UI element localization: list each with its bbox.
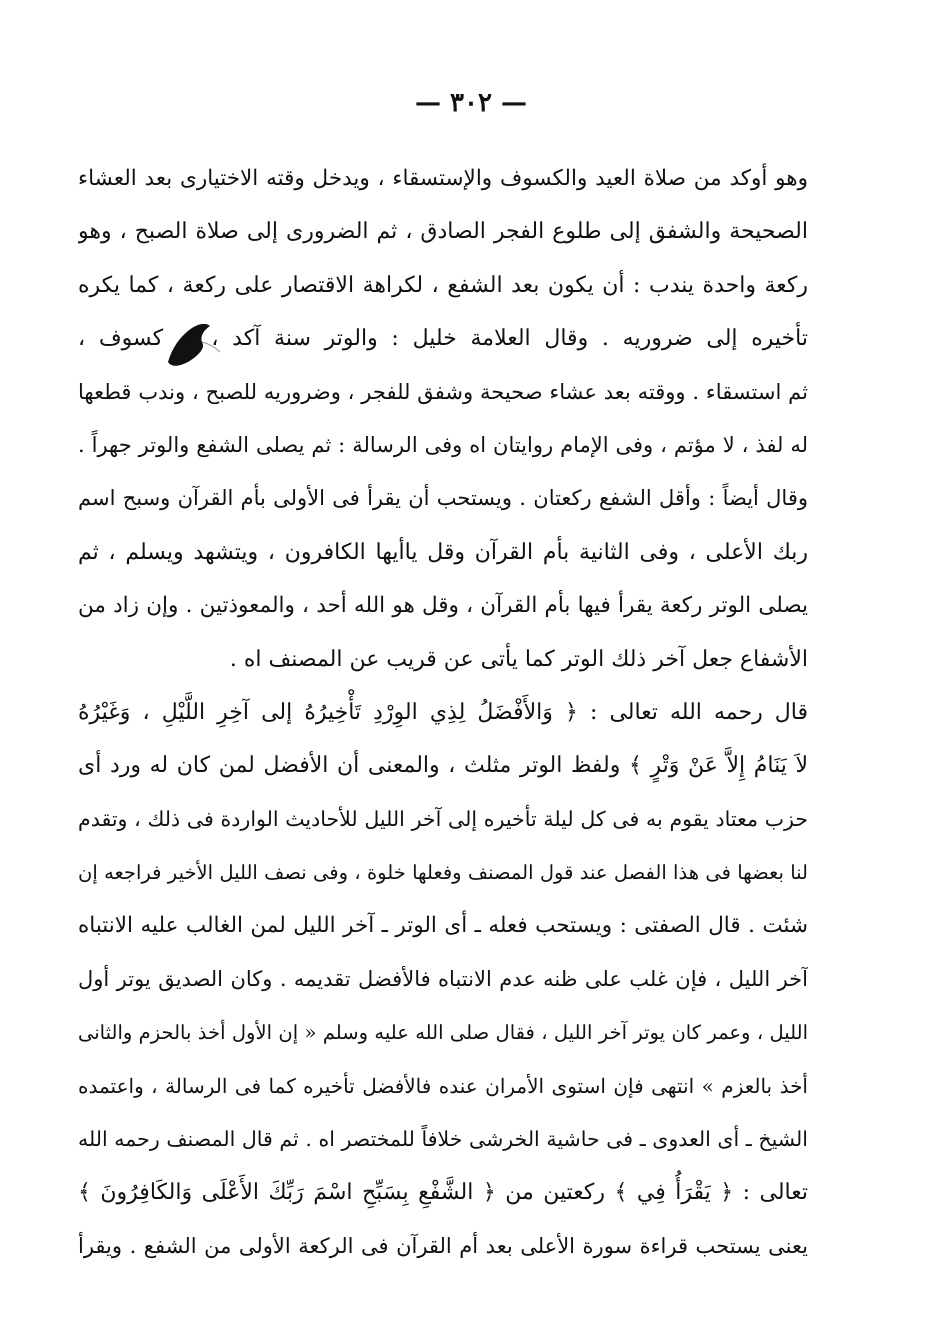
text-line-11: قال رحمه الله تعالى : ﴿ وَالأَفْضَلُ لِذِي الوِرْدِ تَأْخِيرُهُ إلى آخِرِ اللَّيْلِ ، وَغَيْرُهُ xyxy=(78,699,808,725)
text-line-9: يصلى الوتر ركعة يقرأ فيها بأم القرآن ، وقل هو الله أحد ، والمعوذتين . وإن زاد من xyxy=(78,593,808,619)
text-line-8: ربك الأعلى ، وفى الثانية بأم القرآن وقل ياأيها الكافرون ، ويتشهد ويسلم ، ثم xyxy=(78,539,808,565)
text-line-6: له لفذ ، لا مؤتم ، وفى الإمام روايتان اه وفى الرسالة : ثم يصلى الشفع والوتر جهراً . xyxy=(78,432,808,457)
text-line-5: ثم استسقاء . ووقته بعد عشاء صحيحة وشفق للفجر ، وضروريه للصبح ، وندب قطعها xyxy=(78,379,808,404)
text-line-2: الصحيحة والشفق إلى طلوع الفجر الصادق ، ثم الضرورى إلى صلاة الصبح ، وهو xyxy=(78,219,808,245)
text-line-18: أخذ بالعزم » انتهى فإن استوى الأمران عنده فالأفضل تأخيره كما فى الرسالة ، واعتمده xyxy=(78,1073,808,1098)
text-line-17: الليل ، وعمر كان يوتر آخر الليل ، فقال صلى الله عليه وسلم « إن الأول أخذ بالحزم والثانى xyxy=(78,1021,808,1045)
text-line-10: الأشفاع جعل آخر ذلك الوتر كما يأتى عن قريب عن المصنف اه . xyxy=(229,646,808,672)
text-line-15: شئت . قال الصفتى : ويستحب فعله ـ أى الوتر ـ آخر الليل لمن الغالب عليه الانتباه xyxy=(78,913,808,939)
text-line-21: يعنى يستحب قراءة سورة الأعلى بعد أم القرآن فى الركعة الأولى من الشفع . ويقرأ xyxy=(78,1233,808,1258)
text-line-16: آخر الليل ، فإن غلب على ظنه عدم الانتباه فالأفضل تقديمه . وكان الصديق يوتر أول xyxy=(78,966,808,991)
text-line-3: ركعة واحدة يندب : أن يكون بعد الشفع ، لكراهة الاقتصار على ركعة ، كما يكره xyxy=(78,272,808,298)
text-line-14: لنا بعضها فى هذا الفصل عند قول المصنف وفعلها خلوة ، وفى نصف الليل الأخير فراجعه إن xyxy=(78,861,808,885)
text-line-20: تعالى : ﴿ يَقْرَأُ فِي ﴾ ركعتين من ﴿ الشَّفْعِ بِسَبِّحِ اسْمَ رَبِّكَ الأَعْلَى وَالكَافِرُونَ ﴾ xyxy=(78,1180,808,1206)
text-line-4: تأخيره إلى ضروريه . وقال العلامة خليل : والوتر سنة آكد ، ثم كسوف ، xyxy=(78,326,808,352)
text-line-1: وهو أوكد من صلاة العيد والكسوف والإستسقاء ، ويدخل وقته الاختيارى بعد العشاء xyxy=(78,166,808,191)
text-line-13: حزب معتاد يقوم به فى كل ليلة تأخيره إلى آخر الليل للأحاديث الواردة فى ذلك ، وتقدم xyxy=(78,806,808,831)
text-line-19: الشيخ ـ أى العدوى ـ فى حاشية الخرشى خلافاً للمختصر اه . ثم قال المصنف رحمه الله xyxy=(78,1127,808,1152)
body-text xyxy=(78,152,808,1273)
text-line-12: لاَ يَنَامُ إِلاَّ عَنْ وَتْرٍ ﴾ ولفظ الوتر مثلث ، والمعنى أن الأفضل لمن كان له ورد أى xyxy=(78,753,808,779)
page-number: — ٣٠٢ — xyxy=(414,88,528,118)
text-line-7: وقال أيضاً : وأقل الشفع ركعتان . ويستحب أن يقرأ فى الأولى بأم القرآن وسبح اسم xyxy=(78,486,808,511)
